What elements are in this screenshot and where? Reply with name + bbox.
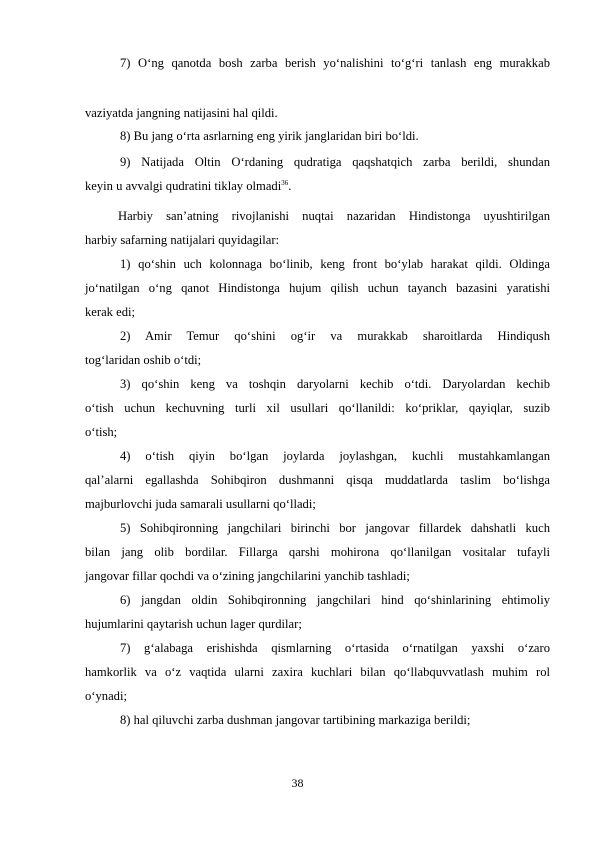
text-line: jo‘natilgan o‘ng qanot Hindistonga hujum qilish uchun tayanch bazasini yaratishi bbox=[85, 281, 550, 295]
text-line: 2) Amir Temur qo‘shini og‘ir va murakkab sharoitlarda Hindiqush bbox=[120, 329, 550, 343]
text-line: 9) Natijada Oltin O‘rdaning qudratiga qaqshatqich zarba berildi, shundan bbox=[120, 155, 550, 169]
text-segment: keyin u avvalgi qudratini tiklay olmadi bbox=[85, 179, 282, 193]
text-line: 5) Sohibqironning jangchilari birinchi bor jangovar fillardek dahshatli kuch bbox=[120, 521, 550, 535]
text-line: majburlovchi juda samarali usullarni qo‘lladi; bbox=[85, 497, 316, 511]
text-line: 7) g‘alabaga erishishda qismlarning o‘rtasida o‘rnatilgan yaxshi o‘zaro bbox=[120, 641, 550, 655]
text-line: 6) jangdan oldin Sohibqironning jangchilari hind qo‘shinlarining ehtimoliy bbox=[120, 593, 550, 607]
page-number: 38 bbox=[291, 776, 304, 790]
text-line: hujumlarini qaytarish uchun lager qurdilar; bbox=[85, 617, 302, 631]
text-line: hamkorlik va o‘z vaqtida ularni zaxira kuchlari bilan qo‘llabquvvatlash muhim rol bbox=[85, 665, 550, 679]
text-line: harbiy safarning natijalari quyidagilar: bbox=[85, 233, 280, 247]
text-line: bilan jang olib bordilar. Fillarga qarshi mohirona qo‘llanilgan vositalar tufayli bbox=[85, 545, 550, 559]
text-line: 4) o‘tish qiyin bo‘lgan joylarda joylashgan, kuchli mustahkamlangan bbox=[120, 449, 550, 463]
text-line: o‘ynadi; bbox=[85, 689, 127, 703]
text-line: 8) hal qiluvchi zarba dushman jangovar tartibining markaziga berildi; bbox=[120, 713, 471, 727]
text-line: vaziyatda jangning natijasini hal qildi. bbox=[85, 106, 278, 120]
text-line: jangovar fillar qochdi va o‘zining jangchilarini yanchib tashladi; bbox=[85, 569, 410, 583]
text-line: tog‘laridan oshib o‘tdi; bbox=[85, 353, 202, 367]
text-line: qal’alarni egallashda Sohibqiron dushmanni qisqa muddatlarda taslim bo‘lishga bbox=[85, 473, 550, 487]
footnote-mark: 36 bbox=[281, 179, 289, 187]
text-line: 7) O‘ng qanotda bosh zarba berish yo‘nalishini to‘g‘ri tanlash eng murakkab bbox=[120, 56, 550, 70]
text-line-with-footnote bbox=[85, 178, 550, 194]
text-line: kerak edi; bbox=[85, 305, 135, 319]
text-line: Harbiy san’atning rivojlanishi nuqtai nazaridan Hindistonga uyushtirilgan bbox=[118, 209, 550, 223]
text-line: 1) qo‘shin uch kolonnaga bo‘linib, keng front bo‘ylab harakat qildi. Oldinga bbox=[120, 257, 550, 271]
text-line: o‘tish uchun kechuvning turli xil usullari qo‘llanildi: ko‘priklar, qayiqlar, suzib bbox=[85, 401, 550, 415]
text-segment: . bbox=[288, 179, 292, 193]
text-line: 3) qo‘shin keng va toshqin daryolarni kechib o‘tdi. Daryolardan kechib bbox=[120, 377, 550, 391]
text-line: 8) Bu jang o‘rta asrlarning eng yirik janglaridan biri bo‘ldi. bbox=[120, 129, 419, 143]
text-line: o‘tish; bbox=[85, 425, 118, 439]
